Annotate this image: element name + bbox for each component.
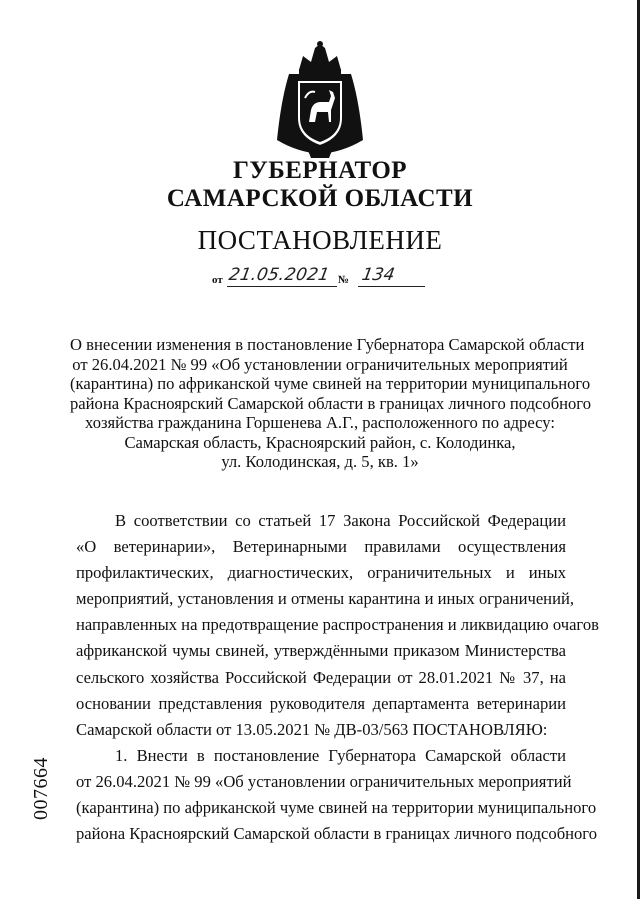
document-date: 21.05.2021 <box>227 265 332 285</box>
subject-line: от 26.04.2021 № 99 «Об установлении ограничительных мероприятий <box>72 354 568 374</box>
body-line: основании представления руководителя департамента ветеринарии <box>76 693 566 713</box>
subject-line: хозяйства гражданина Горшенева А.Г., расположенного по адресу: <box>85 413 555 432</box>
document-body <box>76 508 599 847</box>
body-line: сельского хозяйства Российской Федерации от 28.01.2021 № 37, на <box>76 667 566 687</box>
body-line: от 26.04.2021 № 99 «Об установлении ограничительных мероприятий <box>76 771 572 791</box>
body-line: «О ветеринарии», Ветеринарными правилами осуществления <box>76 537 566 557</box>
body-line: мероприятий, установления и отмены карантина и иных ограничений, <box>76 589 574 609</box>
registration-number: 007664 <box>30 757 52 820</box>
subject-line: О внесении изменения в постановление Губернатора Самарской области <box>70 335 585 354</box>
subject-line: района Красноярский Самарской области в границах личного подсобного <box>70 393 592 413</box>
document-subject <box>70 335 592 472</box>
body-line: В соответствии со статьей 17 Закона Российской Федерации <box>115 511 566 530</box>
issuer-title-line2: САМАРСКОЙ ОБЛАСТИ <box>166 185 474 212</box>
body-line: направленных на предотвращение распространения и ликвидацию очагов <box>76 615 599 635</box>
document-number: 134 <box>360 265 397 285</box>
from-label: от <box>212 274 223 286</box>
date-number-line <box>212 266 427 290</box>
body-line: 1. Внести в постановление Губернатора Самарской области <box>115 745 566 765</box>
number-label: № <box>338 274 350 286</box>
subject-line: ул. Колодинская, д. 5, кв. 1» <box>221 452 419 471</box>
document-type: ПОСТАНОВЛЕНИЕ <box>197 225 443 255</box>
body-line: Самарской области от 13.05.2021 № ДВ-03/563 ПОСТАНОВЛЯЮ: <box>76 719 548 739</box>
subject-line: (карантина) по африканской чуме свиней на территории муниципального <box>70 374 591 393</box>
body-line: профилактических, диагностических, ограничительных и иных <box>76 563 566 583</box>
body-line: района Красноярский Самарской области в границах личного подсобного <box>76 824 598 844</box>
issuer-title-line1: ГУБЕРНАТОР <box>232 157 408 184</box>
samara-coat-of-arms-icon <box>267 40 373 162</box>
date-underline <box>227 286 337 287</box>
number-underline <box>358 286 425 287</box>
subject-line: Самарская область, Красноярский район, с. Колодинка, <box>124 432 516 452</box>
body-line: африканской чумы свиней, утверждёнными приказом Министерства <box>76 641 566 661</box>
body-line: (карантина) по африканской чуме свиней на территории муниципального <box>76 798 597 818</box>
